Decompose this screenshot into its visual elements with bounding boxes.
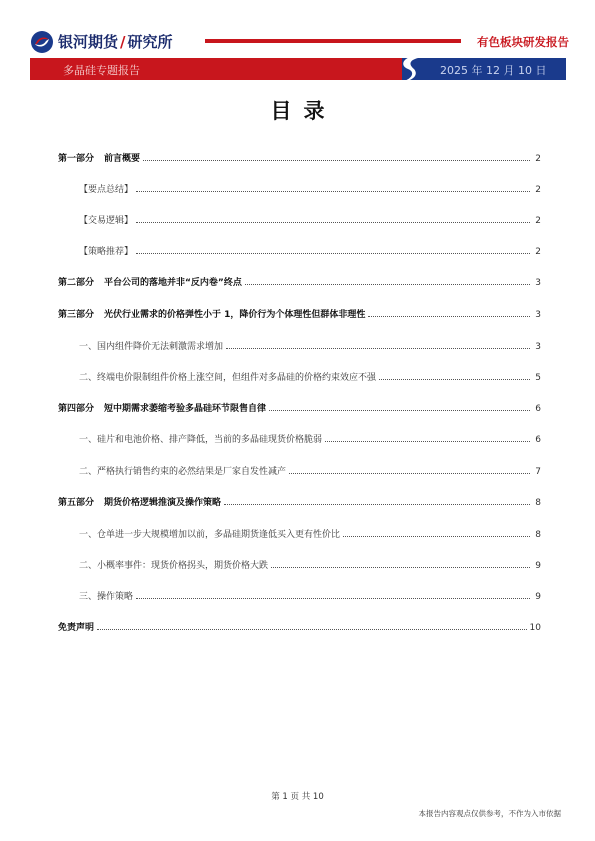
toc-entry[interactable] xyxy=(58,527,541,541)
toc-entry-label: 前言概要 xyxy=(104,154,141,164)
toc-entry[interactable] xyxy=(58,339,541,353)
toc-entry-label: 二、严格执行销售约束的必然结果是厂家自发性减产 xyxy=(79,467,287,477)
toc-leader xyxy=(136,245,530,254)
toc-section-number: 第五部分 xyxy=(58,498,95,508)
toc-entry-label: 期货价格逻辑推演及操作策略 xyxy=(104,498,222,508)
toc-entry[interactable] xyxy=(58,464,541,478)
toc-entry-label: 一、硅片和电池价格、排产降低，当前的多晶硅现货价格脆弱 xyxy=(79,435,323,445)
page-indicator: 第 1 页 共 10 xyxy=(271,792,324,802)
header-banner xyxy=(30,58,566,80)
toc-entry-label: 一、仓单进一步大规模增加以前，多晶硅期货逢低买入更有性价比 xyxy=(79,530,341,540)
toc-leader xyxy=(368,308,530,317)
toc-entry-label: 免责声明 xyxy=(58,623,95,633)
toc-page-number: 8 xyxy=(535,498,541,508)
toc-entry[interactable] xyxy=(58,495,541,509)
toc-entry-label: 【要点总结】 xyxy=(79,185,134,195)
toc-entry-label: 一、国内组件降价无法刺激需求增加 xyxy=(79,342,224,352)
toc-page-number: 8 xyxy=(535,530,541,540)
toc-entry[interactable] xyxy=(58,401,541,415)
toc-entry-label: 短中期需求萎缩考验多晶硅环节限售自律 xyxy=(104,404,267,414)
brand-division: 研究所 xyxy=(127,33,173,51)
toc-page-number: 3 xyxy=(535,342,541,352)
toc-leader xyxy=(143,152,530,161)
toc-entry-label: 【策略推荐】 xyxy=(79,247,134,257)
toc-entry-label: 光伏行业需求的价格弹性小于 1，降价行为个体理性但群体非理性 xyxy=(104,310,366,320)
toc-page-number: 6 xyxy=(535,435,541,445)
toc-page-number: 2 xyxy=(535,185,541,195)
brand-separator: / xyxy=(120,33,126,51)
brand-name xyxy=(58,31,173,52)
toc-entry[interactable] xyxy=(58,182,541,196)
toc-leader xyxy=(289,465,530,474)
toc-leader xyxy=(379,371,530,380)
toc-entry-label: 二、小概率事件：现货价格拐头，期货价格大跌 xyxy=(79,561,269,571)
page-title: 目录 xyxy=(270,99,337,123)
toc-leader xyxy=(325,433,530,442)
swoosh-logo-icon xyxy=(392,52,426,86)
toc-page-number: 2 xyxy=(535,154,541,164)
toc-leader xyxy=(343,528,530,537)
toc-section-number: 第三部分 xyxy=(58,310,95,320)
toc-entry[interactable] xyxy=(58,370,541,384)
galaxy-logo-icon xyxy=(30,30,54,54)
toc-leader xyxy=(245,276,530,285)
toc-entry[interactable] xyxy=(58,151,541,165)
toc-page-number: 3 xyxy=(535,310,541,320)
header-rule xyxy=(205,39,461,43)
toc-entry-label: 三、操作策略 xyxy=(79,592,134,602)
toc-entry[interactable] xyxy=(58,275,541,289)
toc-entry[interactable] xyxy=(58,589,541,603)
toc-entry[interactable] xyxy=(58,620,541,634)
toc-leader xyxy=(97,621,527,630)
brand-company: 银河期货 xyxy=(58,33,119,51)
toc-section-number: 第一部分 xyxy=(58,154,95,164)
toc-page-number: 2 xyxy=(535,247,541,257)
banner-title: 多晶硅专题报告 xyxy=(63,64,140,77)
disclaimer-note: 本报告内容观点仅供参考，不作为入市依据 xyxy=(418,809,561,818)
toc-leader xyxy=(269,402,530,411)
toc-leader xyxy=(224,496,530,505)
toc-entry[interactable] xyxy=(58,244,541,258)
toc-entry-label: 【交易逻辑】 xyxy=(79,216,134,226)
report-date: 2025 年 12 月 10 日 xyxy=(440,64,547,77)
toc-leader xyxy=(226,340,530,349)
toc-page-number: 7 xyxy=(535,467,541,477)
toc-page-number: 5 xyxy=(535,373,541,383)
toc-leader xyxy=(136,590,530,599)
toc-section-number: 第二部分 xyxy=(58,278,95,288)
toc-leader xyxy=(136,183,530,192)
toc-page-number: 3 xyxy=(535,278,541,288)
toc-leader xyxy=(271,559,530,568)
toc-section-number: 第四部分 xyxy=(58,404,95,414)
toc-entry[interactable] xyxy=(58,432,541,446)
toc-page-number: 10 xyxy=(529,623,541,633)
toc-entry[interactable] xyxy=(58,558,541,572)
report-type: 有色板块研发报告 xyxy=(477,35,569,49)
toc-page-number: 6 xyxy=(535,404,541,414)
toc-entry-label: 平台公司的落地并非“反内卷”终点 xyxy=(104,278,242,288)
toc-entry[interactable] xyxy=(58,213,541,227)
toc-leader xyxy=(136,214,530,223)
toc-entry[interactable] xyxy=(58,307,541,321)
toc-page-number: 2 xyxy=(535,216,541,226)
toc-page-number: 9 xyxy=(535,561,541,571)
toc-page-number: 9 xyxy=(535,592,541,602)
toc-entry-label: 二、终端电价限制组件价格上涨空间，但组件对多晶硅的价格约束效应不强 xyxy=(79,373,377,383)
